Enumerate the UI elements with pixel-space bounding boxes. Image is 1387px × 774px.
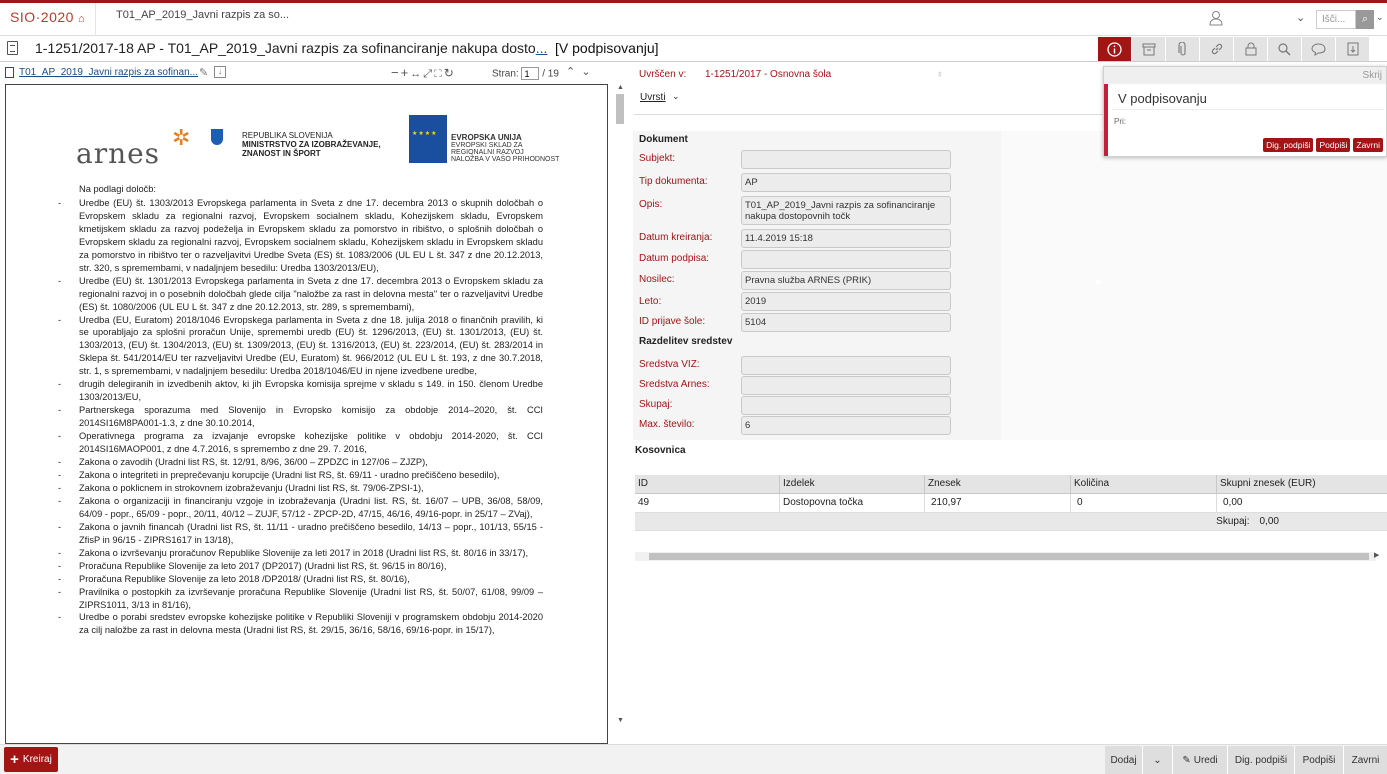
list-item: - Zakona o organizaciji in financiranju vzgoje in izobraževanja (Uradni list. RS, št. 16/07 – UPB, 36/08, 58/09, 64/09 - popr., 65/09 - popr., 20/11, 40/12 – ZUJF, 57/12 - ZPCP-2D, 47/15, 46/16, 49/16-popr. in 25/17 – ZVaj), [58,495,543,521]
field-label: Skupaj: [639,399,673,410]
attachment-icon [1178,42,1188,57]
search-icon [1278,43,1291,56]
max-stevilo-field[interactable]: 6 [741,416,951,435]
user-icon[interactable] [1209,10,1223,26]
download-icon [1347,42,1359,56]
list-item: - Proračuna Republike Slovenije za leto 2018 /DP2018/ (Uradni list RS, št. 80/16), [58,573,543,586]
arnes-logo: arnes [76,137,161,170]
scroll-up-icon[interactable]: ▲ [617,84,624,91]
field-label: Datum podpisa: [639,253,710,264]
signing-popup [1103,66,1387,157]
opis-field[interactable]: T01_AP_2019_Javni razpis za sofinanciranje nakupa dostopovnih točk [741,196,951,225]
popup-accent-bar [1104,84,1108,156]
digital-sign-button[interactable]: Dig. podpiši [1263,138,1313,152]
field-label: Leto: [639,296,662,307]
table-row[interactable] [635,494,1387,513]
details-panel [630,62,1387,744]
add-button[interactable]: Dodaj [1105,746,1143,774]
field-label: Datum kreiranja: [639,232,713,243]
add-dropdown-button[interactable] [1143,746,1173,774]
download-pdf-icon[interactable]: ↓ [214,66,226,78]
scroll-down-icon[interactable]: ▼ [617,717,624,724]
title-bar [0,36,1387,62]
scrollbar-thumb[interactable] [649,553,1369,560]
divider [1112,109,1384,110]
search-input[interactable]: Išči... [1316,10,1356,29]
list-item: - Pravilnika o postopkih za izvrševanje proračuna Republike Slovenije (Uradni list RS, št. 50/07, 61/08, 99/09 – ZIPRS1011, 3/13 in 81/16), [58,586,543,612]
list-item: - Uredbe o porabi sredstev evropske kohezijske politike v Republiki Sloveniji v programskem obdobju 2014-2020 za cilj naložbe za rast in delovna mesta (Uradni list RS, št. 29/15, 36/16, 58/16, 69/16-popr. in 15/17), [58,611,543,637]
total-label: Skupaj: [1216,516,1250,527]
document-status: [V podpisovanju] [555,40,659,56]
table-cell: 0,00 [1223,497,1243,508]
field-label: Tip dokumenta: [639,176,708,187]
kosovnica-table [635,475,1387,531]
comment-icon [1311,43,1326,56]
archive-button[interactable] [1132,37,1166,61]
sign-button[interactable]: Podpiši [1316,138,1350,152]
pdf-list [58,197,543,637]
search-icon: ⌕ [1361,13,1369,25]
list-item: - Zakona o poklicnem in strokovnem izobraževanju (Uradni list RS, št. 79/06-ZPSI-1), [58,482,543,495]
slovenia-crest-icon [211,129,223,145]
search-options-chevron-icon[interactable]: ⌄ [1376,12,1384,22]
zoom-out-icon[interactable]: − [391,65,401,80]
table-cell: 0 [1071,494,1217,512]
table-header [635,475,1387,494]
sign-button[interactable]: Podpiši [1295,746,1344,774]
document-icon [7,41,18,55]
uvrscen-label: Uvrščen v: [639,69,687,80]
form-side-area [1001,131,1387,440]
table-total-row [635,513,1387,531]
comment-button[interactable] [1302,37,1336,61]
expand-icon[interactable]: ⤢ [423,68,434,80]
edit-button[interactable]: ✎ Uredi [1173,746,1228,774]
subjekt-field[interactable] [741,150,951,169]
kosovnica-heading: Kosovnica [635,445,686,456]
uvrsti-chevron-icon[interactable]: ⌄ [672,91,680,101]
column-header[interactable]: Količina [1071,475,1217,493]
pdf-header-logos [76,115,566,175]
home-icon[interactable]: ⌂ [77,13,86,25]
breadcrumb[interactable] [95,3,315,36]
attachment-button[interactable] [1166,37,1200,61]
list-item: - Proračuna Republike Slovenije za leto 2017 (DP2017) (Uradni list RS, št. 96/15 in 80/16), [58,560,543,573]
list-item: - Zakona o zavodih (Uradni list RS, št. 12/91, 8/96, 36/00 – ZPDZC in 127/06 – ZJZP), [58,456,543,469]
id-prijave-field[interactable]: 5104 [741,313,951,332]
archive-icon [1142,43,1156,56]
app-logo[interactable]: SIO·2020 ⌂ [10,9,86,25]
divider [634,114,1104,115]
title-expand-link[interactable]: ... [535,40,548,56]
list-item: - Zakona o javnih financah (Uradni list RS, št. 11/11 - uradno prečiščeno besedilo, 14/13 – popr., 101/13, 55/15 - ZfisP in 96/15 - ZIPRS1617 in 13/18), [58,521,543,547]
lock-button[interactable] [1234,37,1268,61]
list-item: - Zakona o integriteti in preprečevanju korupcije (Uradni list RS, št. 69/11 - uradno prečiščeno besedilo), [58,469,543,482]
reject-button[interactable]: Zavrni [1353,138,1383,152]
list-item: - Partnerskega sporazuma med Slovenijo in Evropsko komisijo za obdobje 2014–2020, št. CCI 2014SI16M8PA001-1.3, z dne 30.10.2014, [58,404,543,430]
column-header[interactable]: ID [635,475,780,493]
fit-width-icon[interactable]: ↔ [410,68,424,80]
column-header[interactable]: Izdelek [780,475,925,493]
link-icon [1210,42,1224,56]
search-button[interactable] [1356,10,1374,29]
reject-button[interactable]: Zavrni [1344,746,1387,774]
page-title: 1-1251/2017-18 AP - T01_AP_2019_Javni razpis za sofinanciranje nakupa dosto... [35,40,548,56]
uvrscen-value[interactable]: 1-1251/2017 - Osnovna šola [705,69,832,80]
datum-kreiranja-field[interactable]: 11.4.2019 15:18 [741,229,951,248]
field-label: Nosilec: [639,274,675,285]
page-navigator: Stran: 1 / 19 [492,67,559,80]
info-button[interactable] [1098,37,1132,61]
list-item: - Zakona o izvrševanju proračunov Republike Slovenije za leti 2017 in 2018 (Uradni list RS, št. 80/16 in 33/17), [58,547,543,560]
list-item: - drugih delegiranih in izvedbenih aktov, ki jih Evropska komisija sprejme v skladu s 149. in 150. členom Uredbe 1303/2013/EU, [58,378,543,404]
table-cell: 49 [635,494,780,512]
popup-header [1104,67,1386,84]
edit-pencil-icon[interactable]: ✎ [199,67,209,79]
prev-page-icon[interactable]: ⌃ [566,66,576,78]
top-bar [0,0,1387,36]
breadcrumb-label: T01_AP_2019_Javni razpis za so... [116,9,290,21]
vertical-scrollbar[interactable] [616,94,624,124]
pri-label: Pri: [1114,117,1126,126]
rotate-icon[interactable]: ↻ [443,66,456,80]
pdf-zoom-tools [391,65,456,81]
plus-icon: + [10,751,19,768]
pencil-icon: ✎ [1182,754,1191,766]
document-toolbar [1098,37,1370,61]
lock-icon [1245,42,1257,56]
zoom-in-icon[interactable]: + [400,65,411,80]
tip-dokumenta-field[interactable]: AP [741,173,951,192]
list-item: - Uredbe (EU) št. 1301/2013 Evropskega parlamenta in Sveta z dne 17. decembra 2013 o Evropskem skladu za regionalni razvoj in o posebnih določbah glede cilja "naložbe za rast in delovna mesta" ter o razveljavitvi Uredbe (ES) št. 1080/2006 (UL EU L št. 347 z dne 20.12.2013, str. 289, s spremembami), [58,275,543,314]
leto-field[interactable]: 2019 [741,292,951,311]
user-menu-chevron-icon[interactable]: ⌄ [1296,12,1306,24]
link-button[interactable] [1200,37,1234,61]
horizontal-scrollbar[interactable] [635,552,1376,561]
eu-flag-icon [409,115,447,163]
field-label: Sredstva Arnes: [639,379,710,390]
document-search-button[interactable] [1268,37,1302,61]
pdf-filename-link[interactable]: T01_AP_2019_Javni razpis za sofinan... [19,67,198,78]
bulb-icon[interactable]: ♁ [936,69,944,80]
page-number-input[interactable] [521,67,539,80]
bottom-bar [0,744,1387,774]
table-cell: 210,97 [925,494,1071,512]
list-item: - Uredba (EU, Euratom) 2018/1046 Evropskega parlamenta in Sveta z dne 18. julija 2018 o finančnih pravilih, ki se uporabljajo za splošni proračun Unije, spremembi uredb (EU) št. 1296/2013, (EU) št. 1301/2013, (EU) št. 1303/2013, (EU) št. 1304/2013, (EU) št. 1309/2013, (EU) št. 1316/2013, (EU) št. 223/2014, (EU) št. 283/2014 in Sklepa št. 541/2014/EU ter razveljavitvi Uredbe (EU, Euratom) št. 966/2012 (UL EU L št. 193, z dne 30.7.2018, str. 1, s spremembami, v nadaljnjem besedilu: Uredba 2018/1046/EU in njene izvedbene uredbe, [58,314,543,379]
nosilec-field[interactable]: Pravna služba ARNES (PRIK) [741,271,951,290]
eu-logo-text: EVROPSKA UNIJA EVROPSKI SKLAD ZA REGIONALNI RAZVOJ NALOŽBA V VAŠO PRIHODNOST [451,133,560,163]
column-header[interactable]: Skupni znesek (EUR) [1220,478,1316,489]
uvrsti-link[interactable]: Uvrsti [640,92,666,103]
hide-link[interactable]: Skrij [1362,70,1382,81]
document-form [633,131,1001,440]
table-cell: Dostopovna točka [780,494,925,512]
skupaj-field[interactable] [741,396,951,415]
info-icon [1107,42,1122,57]
download-button[interactable] [1336,37,1370,61]
create-button[interactable]: + Kreiraj [4,747,58,772]
popup-title: V podpisovanju [1118,91,1207,106]
ministry-logo-text: REPUBLIKA SLOVENIJA MINISTRSTVO ZA IZOBRAŽEVANJE, ZNANOST IN ŠPORT [242,131,381,158]
razdelitev-heading: Razdelitev sredstev [639,336,733,347]
sredstva-viz-field[interactable] [741,356,951,375]
pdf-file-icon [5,67,14,78]
digital-sign-button[interactable]: Dig. podpiši [1228,746,1295,774]
pdf-toolbar [0,62,612,84]
field-label: Sredstva VIZ: [639,359,700,370]
scroll-right-icon[interactable]: ▶ [1374,552,1380,559]
column-header[interactable]: Znesek [925,475,1071,493]
arnes-star-icon: ✲ [172,125,191,150]
next-page-icon[interactable]: ⌄ [581,66,591,78]
field-label: Subjekt: [639,153,676,164]
bottom-actions [1105,746,1387,774]
list-item: - Uredbe (EU) št. 1303/2013 Evropskega parlamenta in Sveta z dne 17. decembra 2013 o skupnih določbah o Evropskem skladu za regionalni razvoj, Evropskem socialnem skladu, Kohezijskem skladu, Evropskem kmetijskem skladu za razvoj podeželja in Evropskem skladu za pomorstvo in ribištvo, o splošnih določbah o Evropskem skladu za regionalni razvoj, Evropskem socialnem skladu, Kohezijskem skladu in Evropskem skladu za pomorstvo in ribištvo ter o razveljavitvi Uredbe Sveta (ES) št. 1083/2006 (UL EU L št. 347 z dne 20.12.2013, str. 320, s spremembami, v nadaljnjem besedilu: Uredba 1303/2013/EU), [58,197,543,275]
pdf-viewer[interactable] [5,84,608,744]
field-label: Opis: [639,199,663,210]
list-item: - Operativnega programa za izvajanje evropske kohezijske politike v obdobju 2014-2020, št. CCI 2014SI16MAOP001, z dne 4.7.2016, s spremembo z dne 29. 7. 2016, [58,430,543,456]
dokument-heading: Dokument [639,134,688,145]
sredstva-arnes-field[interactable] [741,376,951,395]
field-label: Max. število: [639,419,695,430]
pdf-body-text [58,183,543,637]
pdf-intro: Na podlagi določb: [79,184,157,194]
popup-actions [1263,138,1383,152]
datum-podpisa-field[interactable] [741,250,951,269]
page-arrows [566,65,591,78]
chevron-down-icon: ⌄ [1153,754,1162,766]
fullscreen-icon[interactable]: ⛶ [434,68,444,80]
field-label: ID prijave šole: [639,316,706,327]
total-value: 0,00 [1259,516,1279,527]
decorative-dot [1096,280,1100,284]
